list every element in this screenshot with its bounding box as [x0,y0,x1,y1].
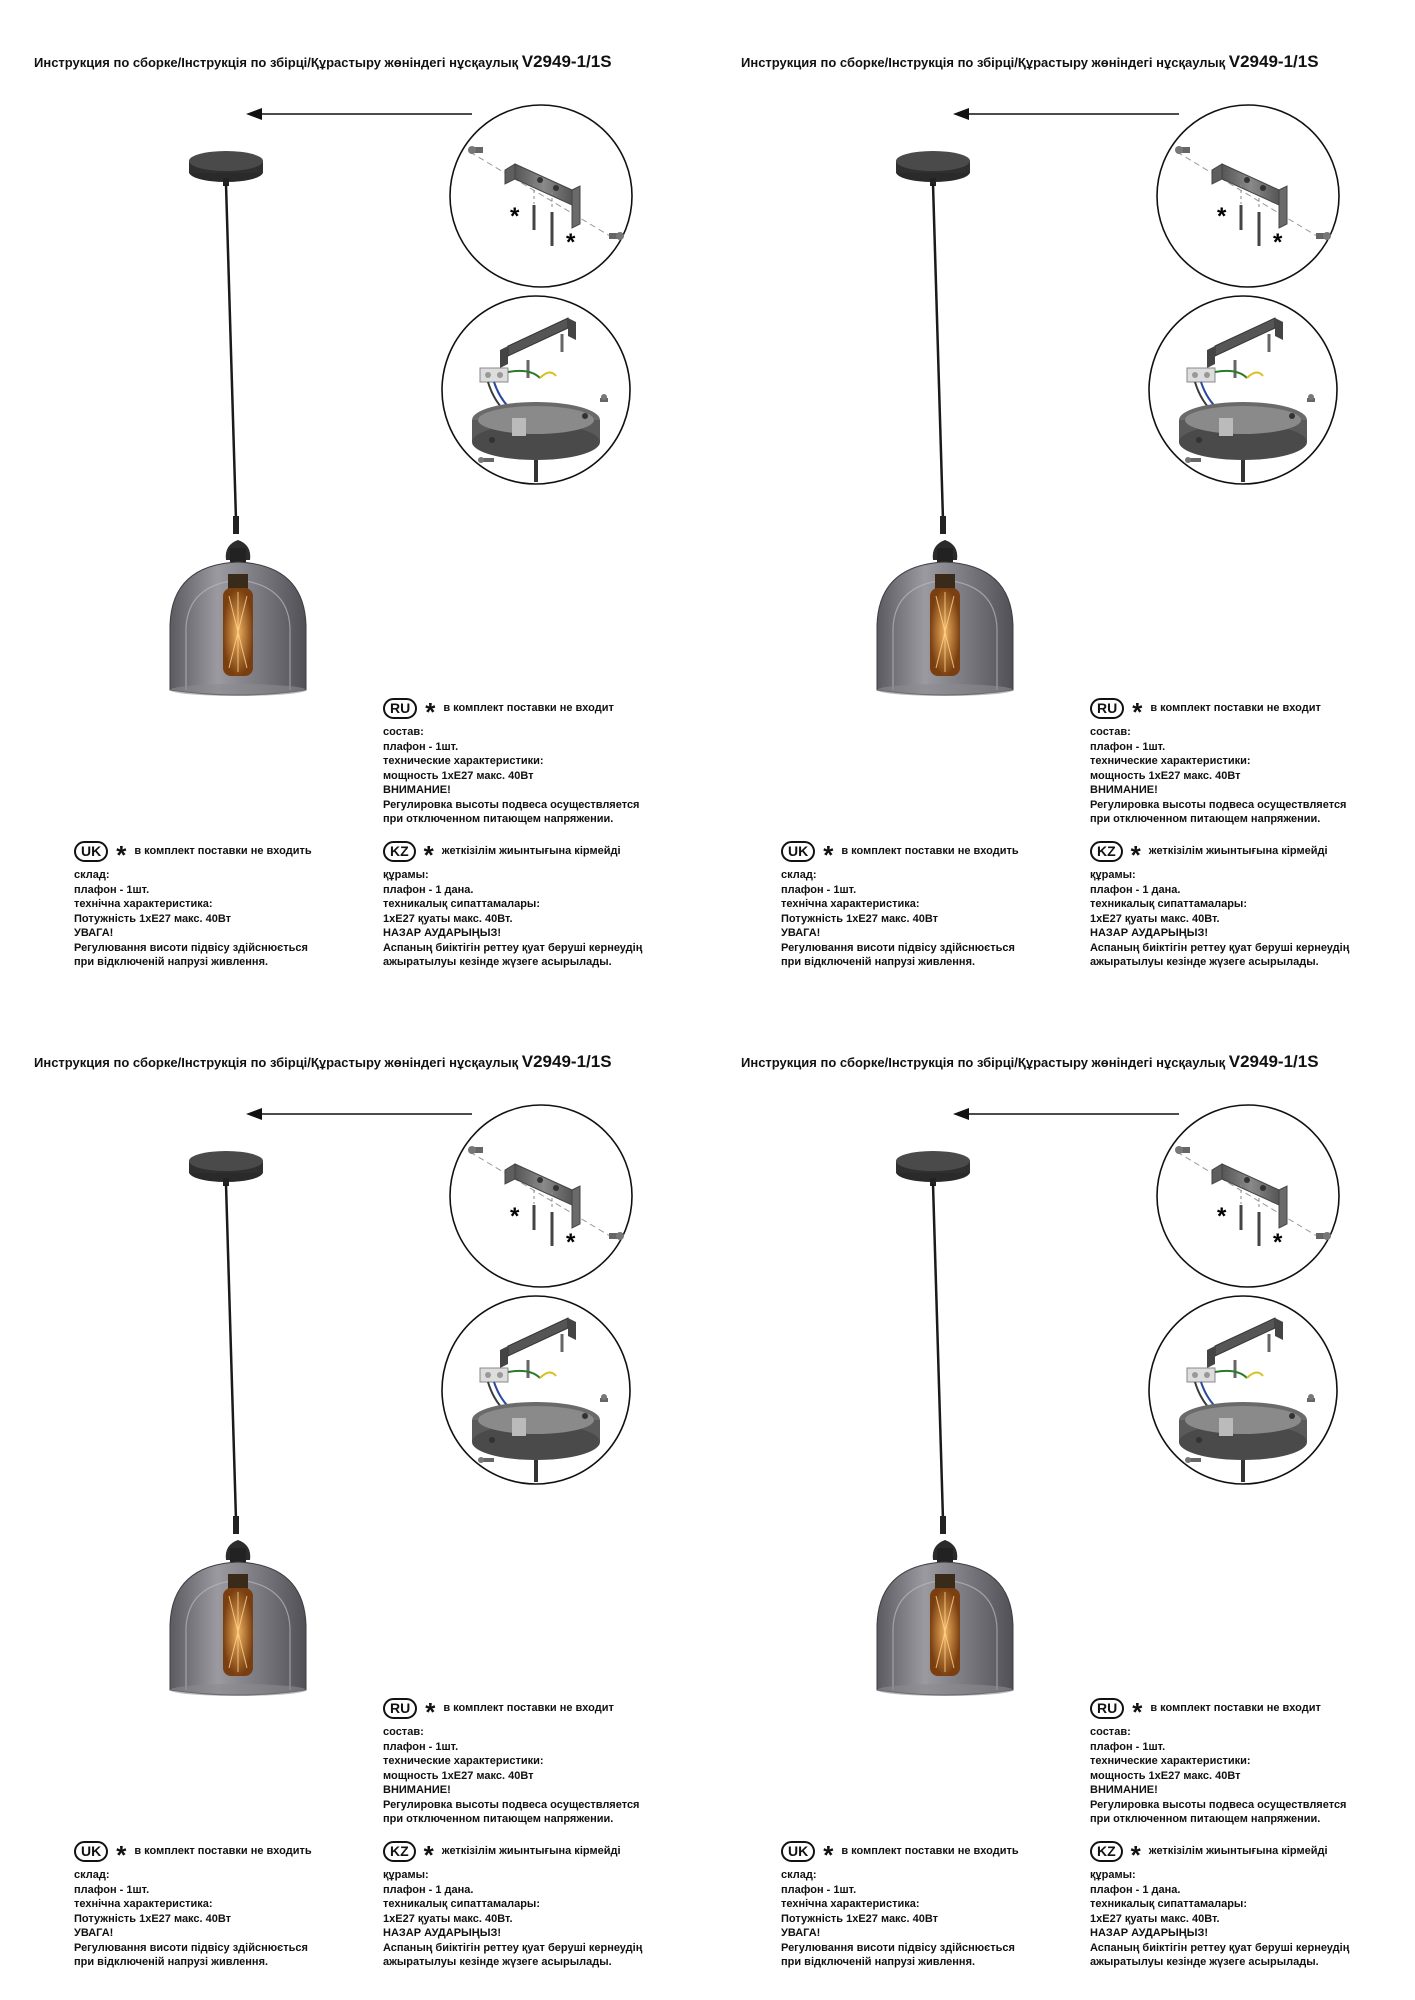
asterisk-icon: * [1132,1697,1143,1727]
canopy-icon [189,1151,263,1186]
ru-info-block [1090,697,1346,827]
asterisk-icon: * [510,203,520,230]
uk-note: в комплект поставки не входить [134,1844,312,1857]
product-code: V2949-1/1S [1228,52,1319,71]
bracket-detail-icon [1157,105,1339,287]
ru-line: мощность 1xE27 макс. 40Вт [383,1769,534,1782]
uk-line: УВАГА! [74,927,114,939]
cable-icon [226,1184,236,1520]
kz-line: 1xE27 қуаты макс. 40Вт. [1090,1912,1220,1925]
kz-badge: KZ [1090,841,1123,862]
kz-line: НАЗАР АУДАРЫҢЫЗ! [1090,927,1209,939]
kz-line: плафон - 1 дана. [383,1883,474,1896]
uk-line: Потужність 1xE27 макс. 40Вт [781,912,939,925]
instruction-sheet [707,1000,1414,2000]
ru-line: плафон - 1шт. [1090,740,1166,753]
asterisk-icon: * [566,229,576,256]
uk-line: Потужність 1xE27 макс. 40Вт [74,912,232,925]
uk-info-block [781,1840,1019,1970]
bracket-detail-icon [1157,1105,1339,1287]
canopy-icon [896,1151,970,1186]
cable-icon [226,184,236,520]
bracket-detail-icon [450,105,632,287]
kz-line: техникалық сипаттамалары: [383,898,540,910]
kz-line: ажыратылуы кезінде жүзеге асырылады. [383,956,612,968]
lamp-shade-icon [170,1540,306,1696]
ru-line: при отключенном питающем напряжении. [383,813,614,825]
ru-line: ВНИМАНИЕ! [383,1784,451,1796]
kz-line: Аспаның биіктігін реттеу қуат беруші кернеудің [1090,941,1350,954]
kz-line: Аспаның биіктігін реттеу қуат беруші кернеудің [383,1941,643,1954]
asterisk-icon: * [1132,697,1143,727]
uk-line: склад: [781,1869,817,1881]
uk-line: Регулювання висоти підвісу здійснюється [781,1941,1015,1954]
uk-line: технічна характеристика: [781,898,920,910]
uk-line: технічна характеристика: [74,1898,213,1910]
wiring-detail-icon [1149,296,1337,484]
ru-line: технические характеристики: [1090,755,1251,767]
asterisk-icon: * [823,840,834,870]
uk-line: плафон - 1шт. [74,883,150,896]
kz-line: 1xE27 қуаты макс. 40Вт. [383,912,513,925]
ru-info-block [1090,1697,1346,1827]
ru-line: мощность 1xE27 макс. 40Вт [1090,1769,1241,1782]
title-text: Инструкция по сборке/Інструкція по збірці/Құрастыру жөніндегі нұсқаулық [741,55,1226,70]
uk-line: УВАГА! [781,1927,821,1939]
wiring-detail-icon [442,296,630,484]
canopy-icon [189,151,263,186]
arrow-icon [953,108,1179,120]
arrow-icon [246,108,472,120]
title-text: Инструкция по сборке/Інструкція по збірці/Құрастыру жөніндегі нұсқаулық [34,55,519,70]
uk-line: технічна характеристика: [74,898,213,910]
instruction-sheet [0,0,707,1000]
kz-line: құрамы: [383,1869,429,1881]
wiring-detail-icon [1149,1296,1337,1484]
uk-line: УВАГА! [74,1927,114,1939]
kz-badge: KZ [383,841,416,862]
kz-line: 1xE27 қуаты макс. 40Вт. [383,1912,513,1925]
asterisk-icon: * [423,840,434,870]
asterisk-icon: * [510,1203,520,1230]
ru-line: Регулировка высоты подвеса осуществляется [1090,798,1347,811]
uk-line: плафон - 1шт. [781,1883,857,1896]
ru-line: плафон - 1шт. [1090,1740,1166,1753]
ru-badge: RU [383,698,417,719]
uk-line: Регулювання висоти підвісу здійснюється [781,941,1015,954]
lamp-shade-icon [877,1540,1013,1696]
ru-line: ВНИМАНИЕ! [1090,784,1158,796]
kz-line: плафон - 1 дана. [1090,1883,1181,1896]
uk-badge: UK [74,1841,108,1862]
uk-line: склад: [781,869,817,881]
uk-badge: UK [781,1841,815,1862]
asterisk-icon: * [116,840,127,870]
kz-line: плафон - 1 дана. [1090,883,1181,896]
ru-line: состав: [383,1726,424,1738]
ru-line: при отключенном питающем напряжении. [383,1813,614,1825]
asterisk-icon: * [116,1840,127,1870]
cable-icon [933,184,943,520]
ru-line: Регулировка высоты подвеса осуществляется [383,798,640,811]
kz-line: ажыратылуы кезінде жүзеге асырылады. [1090,956,1319,968]
asterisk-icon: * [1273,229,1283,256]
uk-badge: UK [74,841,108,862]
kz-line: техникалық сипаттамалары: [1090,1898,1247,1910]
ru-note: в комплект поставки не входит [1150,1701,1321,1714]
asterisk-icon: * [823,1840,834,1870]
kz-info-block [383,840,642,970]
uk-line: при відключеній напрузі живлення. [74,956,269,968]
title-text: Инструкция по сборке/Інструкція по збірці/Құрастыру жөніндегі нұсқаулық [34,1055,519,1070]
cable-icon [933,1184,943,1520]
kz-line: құрамы: [383,869,429,881]
ru-line: ВНИМАНИЕ! [1090,1784,1158,1796]
kz-line: техникалық сипаттамалары: [383,1898,540,1910]
uk-line: при відключеній напрузі живлення. [781,956,976,968]
kz-line: плафон - 1 дана. [383,883,474,896]
arrow-icon [953,1108,1179,1120]
uk-line: Регулювання висоти підвісу здійснюється [74,1941,308,1954]
kz-line: 1xE27 қуаты макс. 40Вт. [1090,912,1220,925]
ru-info-block [383,1697,639,1827]
ru-line: состав: [383,726,424,738]
kz-line: техникалық сипаттамалары: [1090,898,1247,910]
uk-line: плафон - 1шт. [781,883,857,896]
asterisk-icon: * [425,697,436,727]
kz-line: ажыратылуы кезінде жүзеге асырылады. [383,1956,612,1968]
kz-line: НАЗАР АУДАРЫҢЫЗ! [383,927,502,939]
uk-line: УВАГА! [781,927,821,939]
instruction-sheet [0,1000,707,2000]
kz-badge: KZ [383,1841,416,1862]
wiring-detail-icon [442,1296,630,1484]
title-text: Инструкция по сборке/Інструкція по збірці/Құрастыру жөніндегі нұсқаулық [741,1055,1226,1070]
ru-badge: RU [1090,698,1124,719]
ru-line: при отключенном питающем напряжении. [1090,813,1321,825]
kz-line: құрамы: [1090,869,1136,881]
lamp-shade-icon [877,540,1013,696]
asterisk-icon: * [1130,840,1141,870]
kz-line: құрамы: [1090,1869,1136,1881]
uk-line: при відключеній напрузі живлення. [74,1956,269,1968]
ru-line: при отключенном питающем напряжении. [1090,1813,1321,1825]
kz-line: ажыратылуы кезінде жүзеге асырылады. [1090,1956,1319,1968]
asterisk-icon: * [1217,203,1227,230]
uk-line: склад: [74,1869,110,1881]
ru-line: технические характеристики: [1090,1755,1251,1767]
uk-info-block [74,840,312,970]
ru-note: в комплект поставки не входит [1150,701,1321,714]
ru-line: состав: [1090,726,1131,738]
ru-info-block [383,697,639,827]
kz-note: жеткізілім жиынтығына кірмейді [1148,844,1328,857]
ru-note: в комплект поставки не входит [443,701,614,714]
kz-note: жеткізілім жиынтығына кірмейді [441,844,621,857]
bracket-detail-icon [450,1105,632,1287]
ru-line: технические характеристики: [383,1755,544,1767]
uk-line: Потужність 1xE27 макс. 40Вт [74,1912,232,1925]
kz-line: Аспаның биіктігін реттеу қуат беруші кернеудің [1090,1941,1350,1954]
ru-line: мощность 1xE27 макс. 40Вт [1090,769,1241,782]
uk-line: технічна характеристика: [781,1898,920,1910]
kz-info-block [383,1840,642,1970]
canopy-icon [896,151,970,186]
uk-note: в комплект поставки не входить [841,1844,1019,1857]
ru-line: технические характеристики: [383,755,544,767]
asterisk-icon: * [1217,1203,1227,1230]
kz-note: жеткізілім жиынтығына кірмейді [441,1844,621,1857]
asterisk-icon: * [425,1697,436,1727]
ru-line: ВНИМАНИЕ! [383,784,451,796]
arrow-icon [246,1108,472,1120]
asterisk-icon: * [1130,1840,1141,1870]
uk-note: в комплект поставки не входить [841,844,1019,857]
ru-line: мощность 1xE27 макс. 40Вт [383,769,534,782]
uk-line: плафон - 1шт. [74,1883,150,1896]
kz-line: НАЗАР АУДАРЫҢЫЗ! [383,1927,502,1939]
ru-line: состав: [1090,1726,1131,1738]
kz-note: жеткізілім жиынтығына кірмейді [1148,1844,1328,1857]
lamp-shade-icon [170,540,306,696]
ru-badge: RU [383,1698,417,1719]
product-code: V2949-1/1S [521,1052,612,1071]
uk-note: в комплект поставки не входить [134,844,312,857]
uk-info-block [781,840,1019,970]
kz-line: Аспаның биіктігін реттеу қуат беруші кернеудің [383,941,643,954]
ru-badge: RU [1090,1698,1124,1719]
ru-note: в комплект поставки не входит [443,1701,614,1714]
kz-info-block [1090,1840,1349,1970]
asterisk-icon: * [423,1840,434,1870]
kz-line: НАЗАР АУДАРЫҢЫЗ! [1090,1927,1209,1939]
kz-info-block [1090,840,1349,970]
uk-badge: UK [781,841,815,862]
ru-line: Регулировка высоты подвеса осуществляется [1090,1798,1347,1811]
kz-badge: KZ [1090,1841,1123,1862]
product-code: V2949-1/1S [1228,1052,1319,1071]
uk-line: Потужність 1xE27 макс. 40Вт [781,1912,939,1925]
uk-line: Регулювання висоти підвісу здійснюється [74,941,308,954]
ru-line: плафон - 1шт. [383,1740,459,1753]
uk-line: при відключеній напрузі живлення. [781,1956,976,1968]
uk-line: склад: [74,869,110,881]
ru-line: Регулировка высоты подвеса осуществляется [383,1798,640,1811]
uk-info-block [74,1840,312,1970]
ru-line: плафон - 1шт. [383,740,459,753]
instruction-sheet [707,0,1414,1000]
product-code: V2949-1/1S [521,52,612,71]
asterisk-icon: * [1273,1229,1283,1256]
asterisk-icon: * [566,1229,576,1256]
